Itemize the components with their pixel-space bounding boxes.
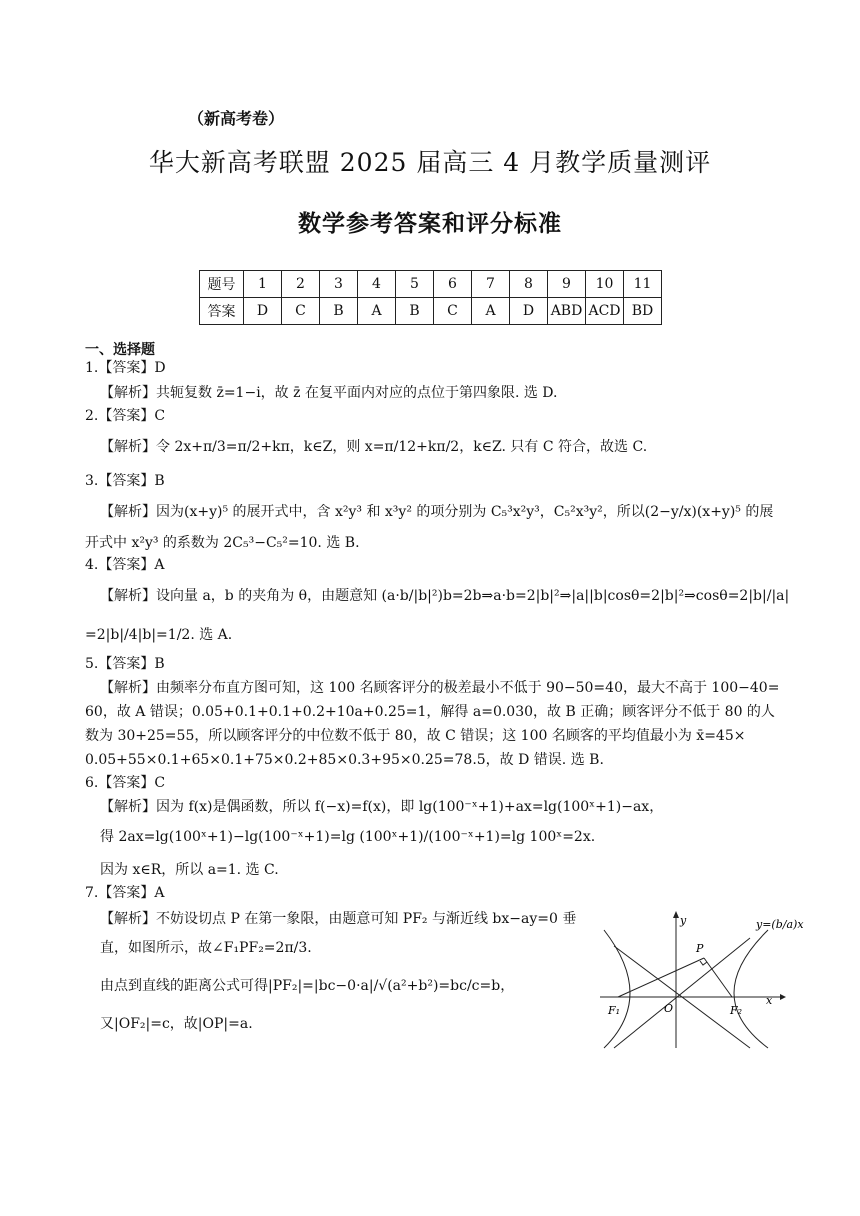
solution-line: 数为 30+25=55，所以顾客评分的中位数不低于 80，故 C 错误；这 100 名顾客的平均值最小为 x̄=45× [85,728,746,744]
p-label: P [696,942,704,955]
solution-line: 得 2ax=lg(100ˣ+1)−lg(100⁻ˣ+1)=lg (100ˣ+1)/(100⁻ˣ+1)=lg 100ˣ=2x. [100,829,596,845]
solution-line: 【解析】共轭复数 z̄=1−i，故 z̄ 在复平面内对应的点位于第四象限. 选 D. [100,385,558,401]
answer-line: 3.【答案】B [85,473,165,489]
solution-line: 【解析】不妨设切点 P 在第一象限，由题意可知 PF₂ 与渐近线 bx−ay=0 垂 [100,911,577,927]
exam-type-tag: （新高考卷） [188,109,285,128]
y-axis-arrow [673,911,679,918]
x-axis-arrow [780,994,786,1000]
f2-label: F₂ [730,1004,743,1017]
answer-line: 5.【答案】B [85,656,165,672]
table-cell: BD [624,298,662,325]
f1-label: F₁ [608,1004,621,1017]
table-cell: 5 [396,271,434,298]
y-axis-label: y [680,914,687,927]
answer-line: 6.【答案】C [85,775,166,791]
answer-line: 1.【答案】D [85,360,166,376]
origin-label: O [664,1002,674,1015]
table-cell: 8 [510,271,548,298]
table-cell: D [244,298,282,325]
section-title: 一、选择题 [85,342,155,358]
answer-table [199,270,662,325]
answer-line: 2.【答案】C [85,408,166,424]
hyperbola-figure [600,908,804,1050]
solution-line: 0.05+55×0.1+65×0.1+75×0.2+85×0.3+95×0.25=78.5，故 D 错误. 选 B. [85,752,604,768]
asymptote-label: y=(b/a)x [756,918,804,931]
solution-line: 又|OF₂|=c，故|OP|=a. [100,1016,253,1032]
table-cell: B [396,298,434,325]
document-title: 华大新高考联盟 2025 届高三 4 月教学质量测评 [148,148,712,177]
solution-line: 【解析】由频率分布直方图可知，这 100 名顾客评分的极差最小不低于 90−50=40，最大不高于 100−40= [100,680,780,696]
table-cell: 2 [282,271,320,298]
table-cell: A [358,298,396,325]
solution-line: 【解析】令 2x+π/3=π/2+kπ，k∈Z，则 x=π/12+kπ/2，k∈Z. 只有 C 符合，故选 C. [100,439,648,455]
solution-line: 【解析】因为 f(x)是偶函数，所以 f(−x)=f(x)，即 lg(100⁻ˣ+1)+ax=lg(100ˣ+1)−ax， [100,799,664,815]
solution-line: 【解析】设向量 a，b 的夹角为 θ，由题意知 (a·b/|b|²)b=2b⇒a·b=2|b|²⇒|a||b|cosθ=2|b|²⇒cosθ=2|b|/|a| [100,588,790,604]
solution-line: =2|b|/4|b|=1/2. 选 A. [85,627,233,643]
answer-row [200,298,662,325]
table-cell: 7 [472,271,510,298]
table-cell: ACD [586,298,624,325]
solution-line: 由点到直线的距离公式可得|PF₂|=|bc−0·a|/√(a²+b²)=bc/c=b， [100,978,515,994]
table-cell: 1 [244,271,282,298]
right-angle-mark [700,961,707,965]
hyperbola-right-branch [734,930,768,1048]
x-axis-label: x [766,994,773,1007]
document-subtitle: 数学参考答案和评分标准 [298,210,562,237]
table-cell: 6 [434,271,472,298]
table-cell: ABD [548,298,586,325]
table-cell: C [282,298,320,325]
table-header-cell: 答案 [200,298,244,325]
table-cell: C [434,298,472,325]
answer-line: 4.【答案】A [85,557,165,573]
table-cell: 10 [586,271,624,298]
table-cell: 3 [320,271,358,298]
solution-line: 60，故 A 错误；0.05+0.1+0.1+0.2+10a+0.25=1，解得 a=0.030，故 B 正确；顾客评分不低于 80 的人 [85,704,775,720]
answer-line: 7.【答案】A [85,885,165,901]
solution-line: 直，如图所示，故∠F₁PF₂=2π/3. [100,940,312,956]
segment-f1-p [618,958,704,997]
table-cell: 11 [624,271,662,298]
table-header-cell: 题号 [200,271,244,298]
table-cell: 9 [548,271,586,298]
table-cell: 4 [358,271,396,298]
solution-line: 开式中 x²y³ 的系数为 2C₅³−C₅²=10. 选 B. [85,535,360,551]
table-cell: D [510,298,548,325]
table-cell: B [320,298,358,325]
question-number-row [200,271,662,298]
table-cell: A [472,298,510,325]
solution-line: 因为 x∈R，所以 a=1. 选 C. [100,862,279,878]
solution-line: 【解析】因为(x+y)⁵ 的展开式中，含 x²y³ 和 x³y² 的项分别为 C₅³x²y³，C₅²x³y²，所以(2−y/x)(x+y)⁵ 的展 [100,504,774,520]
